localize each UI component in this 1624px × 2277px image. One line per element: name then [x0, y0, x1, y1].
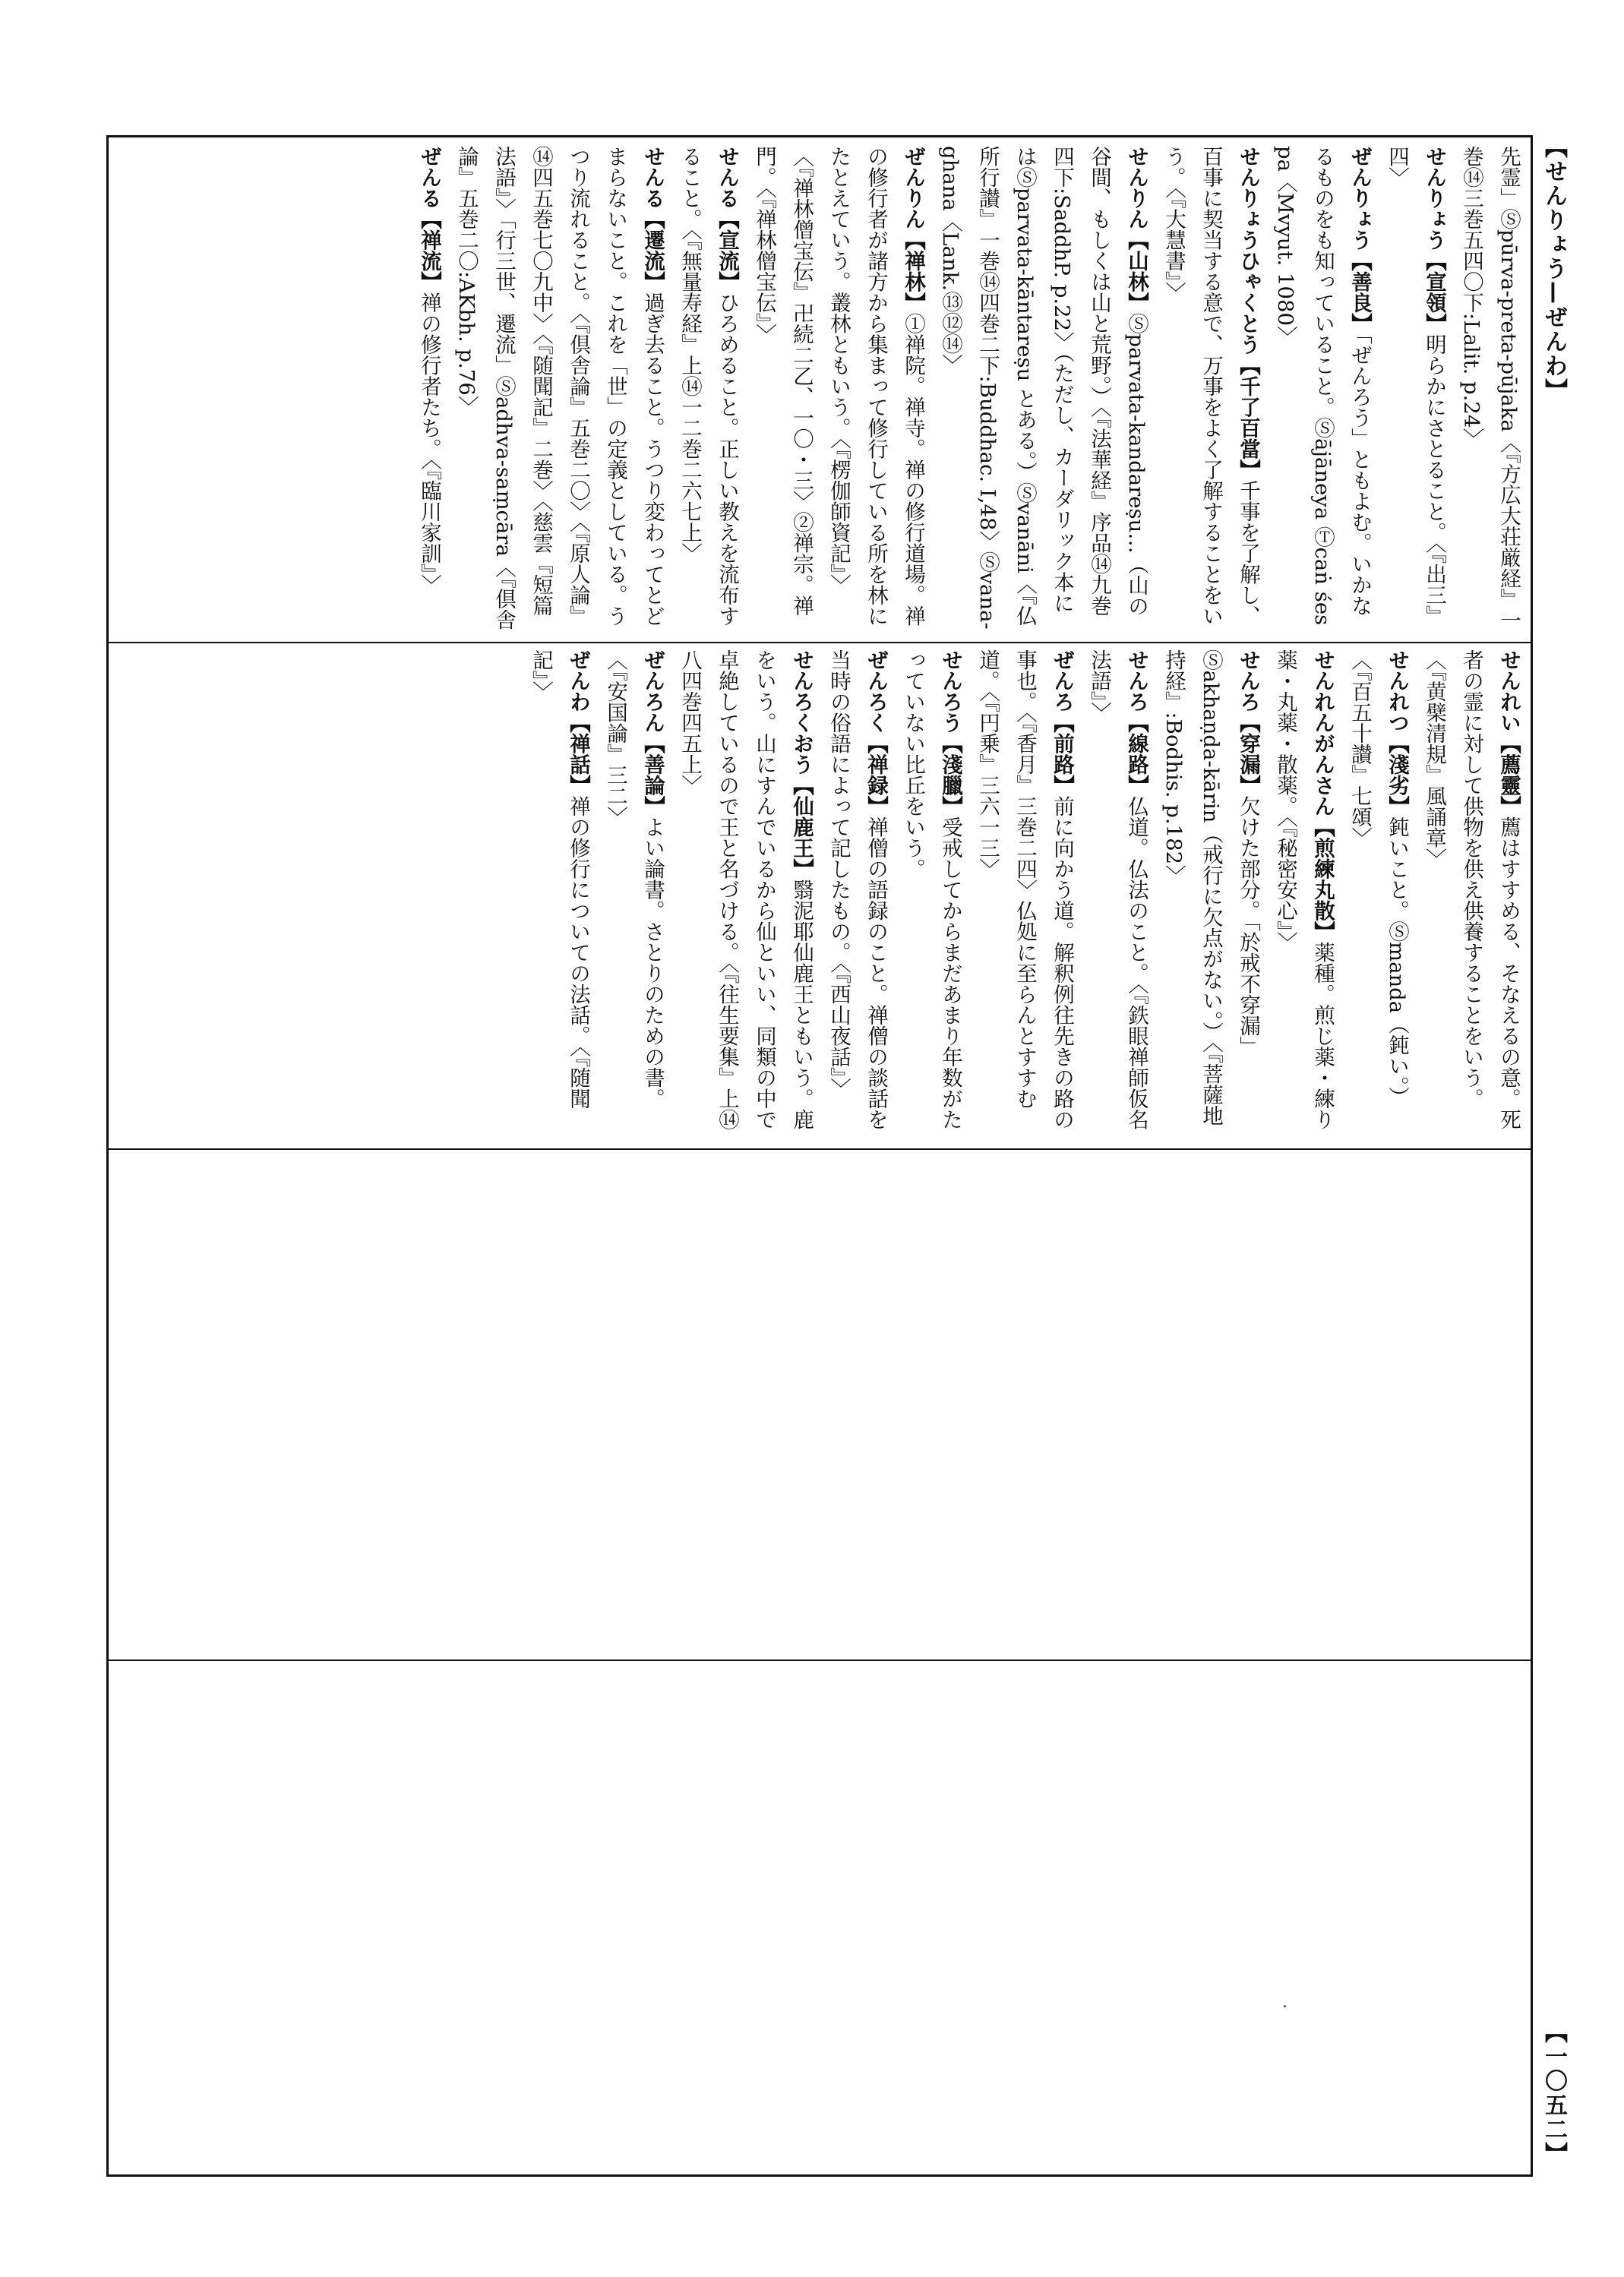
entry-headword: ぜんりん【禅林】 [901, 146, 925, 313]
dictionary-entry [1266, 649, 1341, 1135]
dictionary-entry [1341, 649, 1415, 1135]
entry-headword: せんる【遷流】 [640, 146, 665, 292]
entry-headword: せんろう【淺臘】 [938, 649, 962, 816]
entry-definition: 翳泥耶仙鹿王ともいう。鹿をいう。山にすんでいるから仙といい、同類の中で卓絶しているので王と名づける。〈『往生要集』上⑭八四巻四五上〉 [678, 649, 814, 1130]
dictionary-entry [894, 649, 968, 1135]
entry-definition: 受戒してからまだあまり年数がたっていない比丘をいう。 [901, 649, 962, 1130]
dictionary-entry [671, 146, 745, 632]
entry-headword: ぜんろく【禅録】 [864, 649, 888, 816]
entry-definition: 過ぎ去ること。うつり変わってとどまらないこと。これを「世」の定義としている。うつり流れること。〈『倶舎論』五巻二〇〉〈『原人論』⑭四五巻七〇九中〉〈『随聞記』二巻〉〈慈雲『短篇法語』〉「行三世、遷流」Ⓢadhva-saṃcāra〈『倶舎論』五巻二〇:AKbh. p.76〉 [454, 146, 665, 630]
dictionary-entry [447, 146, 671, 632]
entry-headword: ぜんろん【善論】 [640, 649, 665, 816]
dictionary-entry [1155, 146, 1266, 632]
entry-headword: せんりょう【宣領】 [1422, 146, 1446, 334]
entry-definition: 千事を了解し、百事に契当する意で、万事をよく了解することをいう。〈『大慧書』〉 [1161, 146, 1260, 627]
entry-headword: せんりん【山林】 [1124, 146, 1148, 313]
page-number: 【一〇五二】 [1540, 2020, 1567, 2166]
entry-definition: 仏道。仏法のこと。〈『鉄眼禅師仮名法語』〉 [1087, 649, 1148, 1130]
tier-divider-1 [106, 642, 1533, 643]
entry-definition: 「ぜんろう」ともよむ。いかなるものをも知っていること。Ⓢājāneya Ⓣcaṅ śes pa〈Mvyut. 1080〉 [1273, 146, 1372, 626]
entry-definition: Ⓢparvata-kandareṣu…（山の谷間、もしくは山と荒野。）〈『法華経』序品⑭九巻四下:SaddhP. p.22〉（ただし、カーダリック本にはⓈparvata-kāntareṣu とある。）Ⓢvanāni〈『仏所行讃』一巻⑭四巻二下:Buddhac. I,48〉Ⓢvana-ghana〈Lank.⑬⑫⑭〉 [938, 146, 1148, 630]
entry-definition: 先霊」Ⓢpūrva-preta-pūjaka〈『方広大荘厳経』一巻⑭三巻五四〇下:Lalit. p.24〉 [1459, 146, 1521, 630]
entry-definition: 禅の修行者たち。〈『臨川家訓』〉 [417, 292, 441, 595]
entry-headword: ぜんる【禅流】 [417, 146, 441, 292]
dictionary-entry [1080, 649, 1155, 1135]
entry-definition: 欠けた部分。「於戒不穿漏」Ⓢakhaṇḍa-kārin（戒行に欠点がない。）〈『菩薩地持経』:Bodhis. p.182〉 [1161, 649, 1260, 1126]
entry-definition: 鈍いこと。Ⓢmanda（鈍い。）〈『百五十讃』七頌〉 [1348, 649, 1409, 1107]
entry-headword: せんりょうひゃくとう【千了百當】 [1236, 146, 1260, 480]
tier-divider-3 [106, 1660, 1533, 1661]
entry-definition: ①禅院。禅寺。禅の修行道場。禅の修行者が諸方から集まって修行している所を林にたとえていう。叢林ともいう。〈『楞伽師資記』〉〈『禅林僧宝伝』卍続二乙、一〇・三〉②禅宗。禅門。〈『禅林僧宝伝』〉 [752, 146, 925, 627]
entry-headword: せんれい【薦靈】 [1496, 649, 1521, 816]
entry-headword: せんろ【線路】 [1124, 649, 1148, 796]
entry-definition: 禅の修行についての法話。〈『随聞記』〉 [529, 649, 590, 1109]
entry-definition: 薦はすすめる、そなえるの意。死者の霊に対して供物を供え供養することをいう。〈『黄檗清規』風誦章〉 [1422, 649, 1521, 1130]
dictionary-entry [596, 649, 671, 1135]
dictionary-entry [410, 146, 447, 632]
dictionary-entry [820, 649, 894, 1135]
entry-headword: せんる【宣流】 [715, 146, 739, 292]
entry-headword: ぜんわ【禅話】 [566, 649, 590, 796]
dictionary-entry [1378, 146, 1452, 632]
entry-headword: ぜんろ【前路】 [1050, 649, 1074, 796]
entry-headword: せんれんがんさん【煎練丸散】 [1310, 649, 1335, 942]
dictionary-entry [671, 649, 820, 1135]
entry-definition: よい論書。さとりのための書。〈『安国論』三二〉 [603, 649, 665, 1109]
dictionary-entry [968, 649, 1080, 1135]
entry-headword: ぜんりょう【善良】 [1348, 146, 1372, 334]
entry-headword: せんろくおう【仙鹿王】 [789, 649, 814, 880]
dictionary-entry [931, 146, 1155, 632]
entry-headword: せんろ【穿漏】 [1236, 649, 1260, 796]
dictionary-tier-2 [349, 649, 1527, 1135]
running-head: 【せんりょう—ぜんわ】 [1540, 135, 1567, 403]
entry-definition: 明らかにさとること。〈『出三』四〉 [1385, 146, 1446, 627]
speck-mark [1284, 2005, 1286, 2007]
entry-definition: 薬種。煎じ薬・練り薬・丸薬・散薬。〈『秘密安心』〉 [1273, 649, 1335, 1130]
entry-definition: 前に向かう道。解釈例往先きの路の事也。〈『香月』三巻二四〉仏処に至らんとすすむ道。〈『円乗』三六一三〉 [975, 649, 1074, 1130]
dictionary-entry [522, 649, 596, 1135]
dictionary-entry [745, 146, 931, 632]
entry-headword: せんれつ【淺劣】 [1385, 649, 1409, 816]
dictionary-entry [1266, 146, 1378, 632]
dictionary-entry [1415, 649, 1527, 1135]
entry-definition: ひろめること。正しい教えを流布すること。〈『無量寿経』上⑭一二巻二六七上〉 [678, 146, 739, 627]
dictionary-tier-1 [114, 146, 1527, 632]
dictionary-entry [1155, 649, 1266, 1135]
entry-definition: 禅僧の語録のこと。禅僧の談話を当時の俗語によって記したもの。〈『西山夜話』〉 [826, 649, 888, 1130]
tier-divider-2 [106, 1148, 1533, 1150]
dictionary-entry [1452, 146, 1527, 632]
